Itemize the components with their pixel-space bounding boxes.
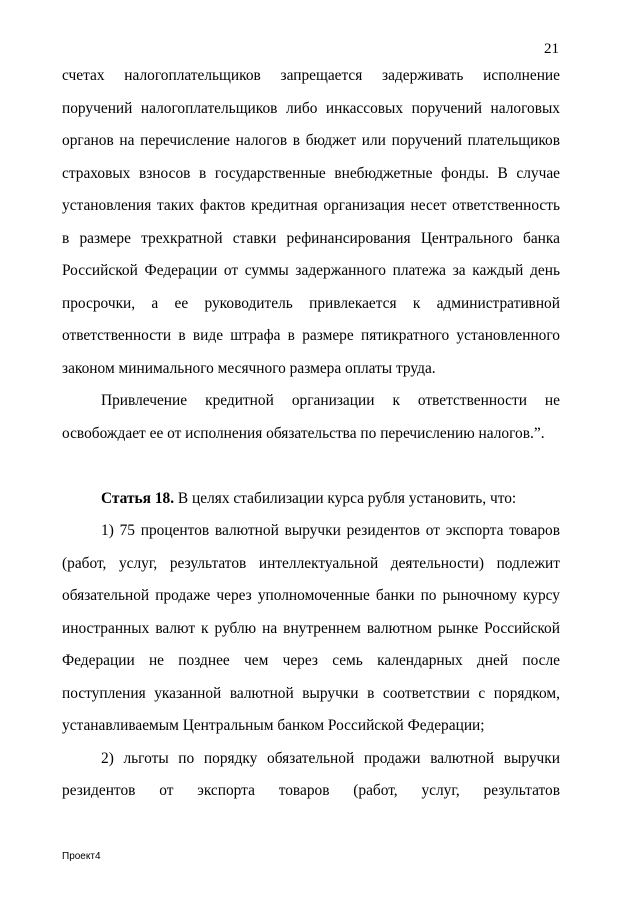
footer-label: Проект4 (62, 851, 101, 862)
text-line: в размере трехкратной ставки рефинансирования Центрального банка (62, 229, 560, 247)
text-line: (работ, услуг, результатов интеллектуальной деятельности) подлежит (62, 554, 560, 572)
text-line: резидентов от экспорта товаров (работ, услуг, результатов (62, 782, 560, 799)
article-heading: Статья 18. (101, 489, 175, 507)
text-line: устанавливаемым Центральным банком Российской Федерации; (62, 717, 485, 734)
text-line: Российской Федерации от суммы задержанного платежа за каждый день (62, 262, 560, 279)
text-line: законом минимального месячного размера оплаты труда. (62, 359, 436, 377)
paragraph-spacer (62, 450, 560, 483)
text-line: органов на перечисление налогов в бюджет или поручений плательщиков (62, 132, 560, 149)
article-lead: В целях стабилизации курса рубля установить, что: (174, 489, 517, 507)
text-line: Федерации не позднее чем через семь календарных дней после (62, 652, 560, 669)
text-line: 2) льготы по порядку обязательной продажи валютной выручки (101, 749, 560, 767)
text-line: ответственности в виде штрафа в размере пятикратного установленного (62, 327, 560, 344)
text-line: счетах налогоплательщиков запрещается задерживать исполнение (62, 67, 560, 84)
text-line: освобождает ее от исполнения обязательства по перечислению налогов.”. (62, 424, 545, 442)
text-line: установления таких фактов кредитная организация несет ответственность (62, 197, 560, 214)
text-line: иностранных валют к рублю на внутреннем валютном рынке Российской (62, 619, 560, 637)
text-line: обязательной продаже через уполномоченные банки по рыночному курсу (62, 587, 560, 604)
article-heading-line (62, 483, 560, 516)
text-line: 1) 75 процентов валютной выручки резидентов от экспорта товаров (101, 522, 560, 539)
text-line: поступления указанной валютной выручки в соответствии с порядком, (62, 684, 560, 702)
text-line: страховых взносов в государственные внебюджетные фонды. В случае (62, 164, 560, 182)
page-number: 21 (544, 41, 559, 57)
text-line: Привлечение кредитной организации к ответственности не (101, 392, 560, 409)
body-text (62, 60, 560, 808)
text-line: просрочки, а ее руководитель привлекается к административной (62, 294, 560, 312)
text-line: поручений налогоплательщиков либо инкассовых поручений налоговых (62, 99, 560, 117)
